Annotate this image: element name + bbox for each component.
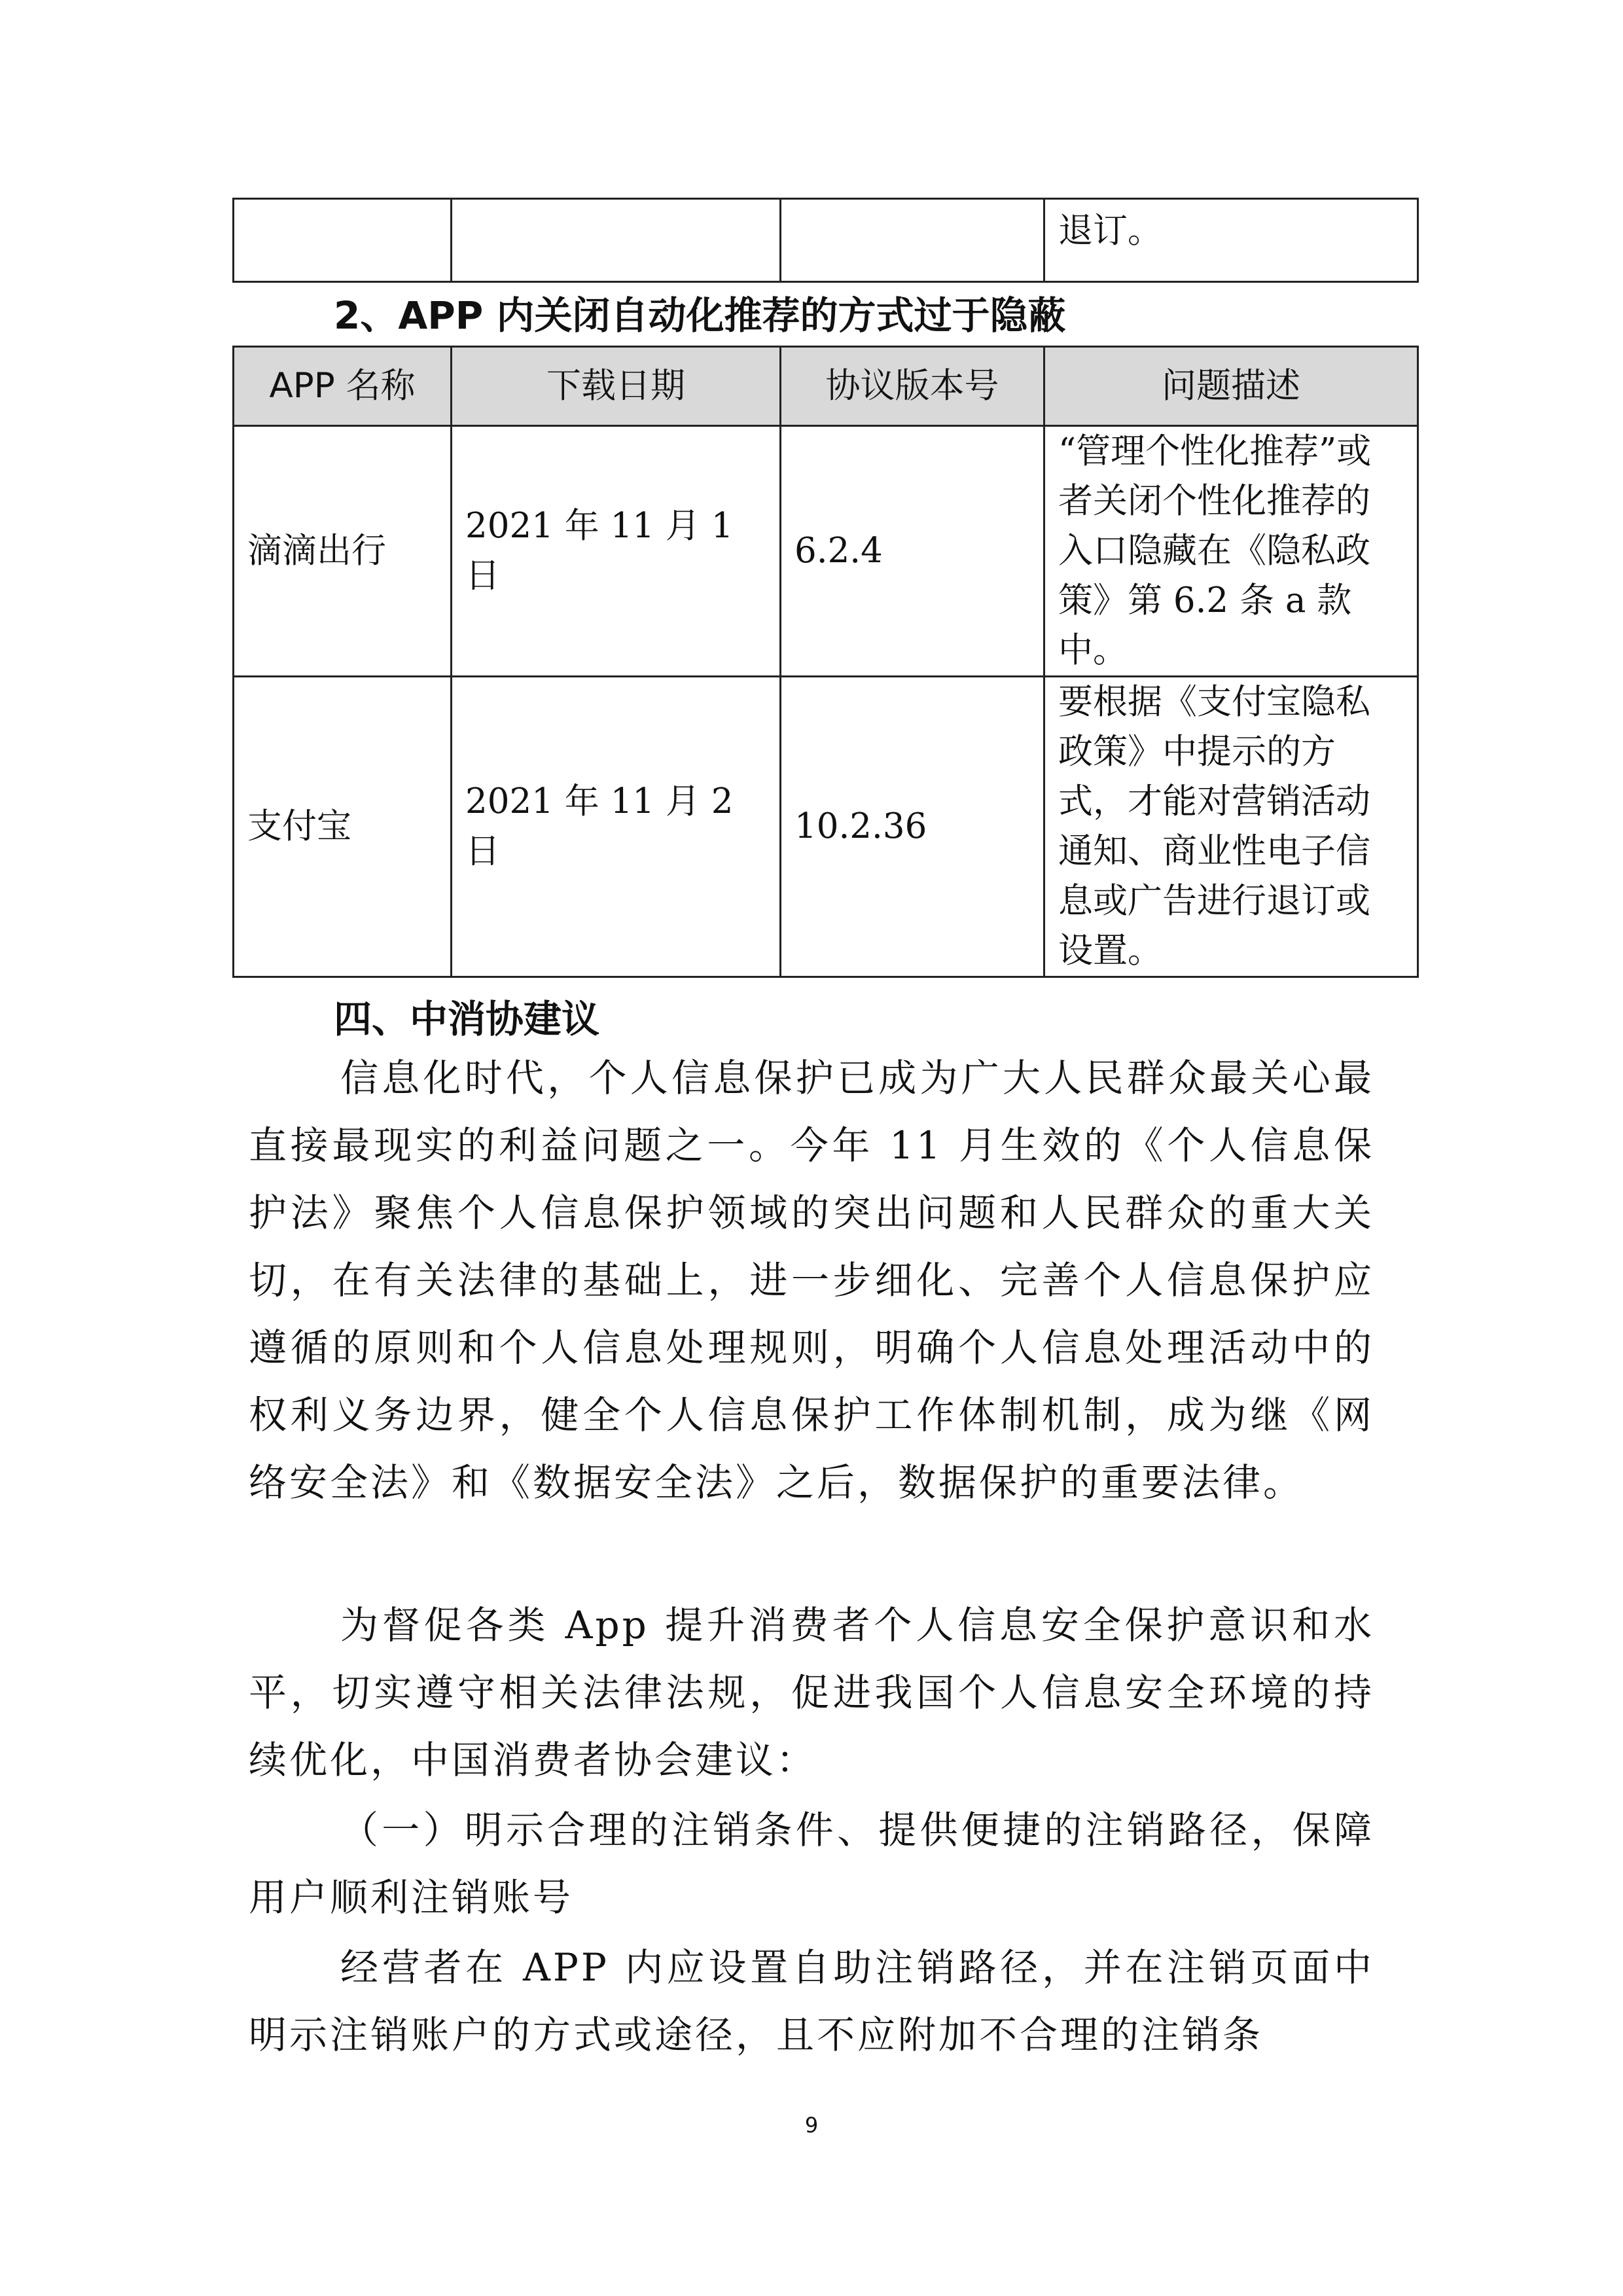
previous-table-tail [232,198,1419,283]
paragraph: 为督促各类 App 提升消费者个人信息安全保护意识和水平，切实遵守相关法律法规，促进我国个人信息安全环境的持续优化，中国消费者协会建议： [249,1603,1374,1782]
table-header-row [234,347,1418,426]
table-cell [452,199,781,282]
paragraph: 经营者在 APP 内应设置自助注销路径，并在注销页面中明示注销账户的方式或途径，且不应附加不合理的注销条 [249,1945,1374,2057]
header-description: 问题描述 [1044,347,1418,426]
header-download-date: 下载日期 [452,347,781,426]
table-row [234,426,1418,677]
paragraph: （一）明示合理的注销条件、提供便捷的注销路径，保障用户顺利注销账号 [249,1808,1374,1920]
section-4-title: 四、中消协建议 [334,997,600,1041]
section-2-title: 2、APP 内关闭自动化推荐的方式过于隐蔽 [334,293,1066,338]
app-recommendation-table [232,346,1419,978]
cell-download-date: 2021 年 11 月 2 日 [452,677,781,977]
header-version: 协议版本号 [781,347,1044,426]
table-cell [781,199,1044,282]
table-row [234,199,1418,282]
cell-description: 要根据《支付宝隐私政策》中提示的方式，才能对营销活动通知、商业性电子信息或广告进行退订或设置。 [1044,677,1418,977]
cell-description: “管理个性化推荐”或者关闭个性化推荐的入口隐藏在《隐私政策》第 6.2 条 a 款中。 [1044,426,1418,677]
table-cell [234,199,452,282]
header-app-name: APP 名称 [234,347,452,426]
paragraph: 信息化时代，个人信息保护已成为广大人民群众最关心最直接最现实的利益问题之一。今年 11 月生效的《个人信息保护法》聚焦个人信息保护领域的突出问题和人民群众的重大关切，在有关法律的基础上，进一步细化、完善个人信息保护应遵循的原则和个人信息处理规则，明确个人信息处理活动中的权利义务边界，健全个人信息保护工作体制机制，成为继《网络安全法》和《数据安全法》之后，数据保护的重要法律。 [249,1056,1374,1505]
page-number: 9 [804,2113,819,2138]
table-row [234,677,1418,977]
cell-version: 6.2.4 [781,426,1044,677]
cell-download-date: 2021 年 11 月 1 日 [452,426,781,677]
cell-app-name: 支付宝 [234,677,452,977]
cell-app-name: 滴滴出行 [234,426,452,677]
cell-version: 10.2.36 [781,677,1044,977]
table-cell: 退订。 [1044,199,1418,282]
